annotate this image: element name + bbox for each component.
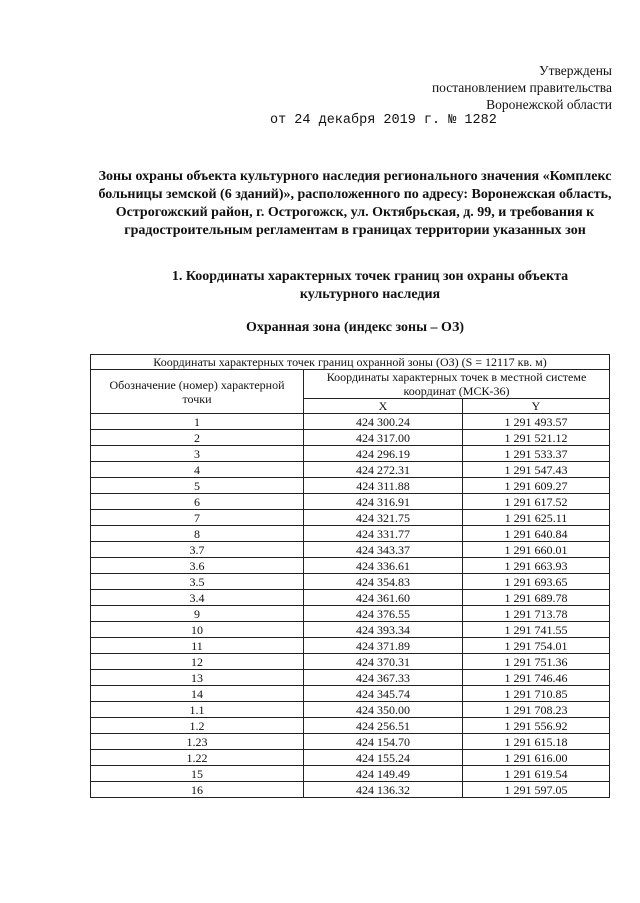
point-cell: 1 <box>91 414 304 430</box>
document-title: Зоны охраны объекта культурного наследия регионального значения «Комплекс больницы земской (6 зданий)», расположенного по адресу: Воронежская область, Острогожский район, г. Острогожск, ул. Октябрьская, д. 99, и требования к градостроительным регламентам в границах территории указанных зон <box>98 169 612 238</box>
y-cell: 1 291 609.27 <box>463 478 610 494</box>
table-row <box>91 526 610 542</box>
point-cell: 14 <box>91 686 304 702</box>
point-cell: 13 <box>91 670 304 686</box>
header-x: X <box>304 399 463 414</box>
y-cell: 1 291 713.78 <box>463 606 610 622</box>
table-row <box>91 750 610 766</box>
point-cell: 3.7 <box>91 542 304 558</box>
table-row <box>91 718 610 734</box>
x-cell: 424 371.89 <box>304 638 463 654</box>
table-row <box>91 590 610 606</box>
x-cell: 424 331.77 <box>304 526 463 542</box>
x-cell: 424 272.31 <box>304 462 463 478</box>
point-cell: 8 <box>91 526 304 542</box>
point-cell: 1.1 <box>91 702 304 718</box>
approval-line-1: Утверждены <box>539 63 612 78</box>
x-cell: 424 154.70 <box>304 734 463 750</box>
y-cell: 1 291 741.55 <box>463 622 610 638</box>
y-cell: 1 291 521.12 <box>463 430 610 446</box>
x-cell: 424 345.74 <box>304 686 463 702</box>
point-cell: 11 <box>91 638 304 654</box>
zone-title: Охранная зона (индекс зоны – ОЗ) <box>246 320 464 335</box>
x-cell: 424 300.24 <box>304 414 463 430</box>
y-cell: 1 291 660.01 <box>463 542 610 558</box>
y-cell: 1 291 754.01 <box>463 638 610 654</box>
x-cell: 424 350.00 <box>304 702 463 718</box>
y-cell: 1 291 746.46 <box>463 670 610 686</box>
x-cell: 424 370.31 <box>304 654 463 670</box>
point-cell: 1.2 <box>91 718 304 734</box>
x-cell: 424 311.88 <box>304 478 463 494</box>
table-caption: Координаты характерных точек границ охранной зоны (ОЗ) (S = 12117 кв. м) <box>91 355 610 370</box>
table-row <box>91 654 610 670</box>
x-cell: 424 336.61 <box>304 558 463 574</box>
header-point: Обозначение (номер) характерной точки <box>91 370 304 414</box>
point-cell: 16 <box>91 782 304 798</box>
table-row <box>91 430 610 446</box>
x-cell: 424 321.75 <box>304 510 463 526</box>
coordinates-table <box>90 354 610 798</box>
table-row <box>91 574 610 590</box>
x-cell: 424 354.83 <box>304 574 463 590</box>
y-cell: 1 291 640.84 <box>463 526 610 542</box>
table-row <box>91 414 610 430</box>
table-row <box>91 734 610 750</box>
x-cell: 424 393.34 <box>304 622 463 638</box>
approval-line-3: Воронежской области <box>486 97 612 112</box>
y-cell: 1 291 625.11 <box>463 510 610 526</box>
x-cell: 424 256.51 <box>304 718 463 734</box>
point-cell: 2 <box>91 430 304 446</box>
table-row <box>91 542 610 558</box>
table-row <box>91 478 610 494</box>
y-cell: 1 291 663.93 <box>463 558 610 574</box>
x-cell: 424 136.32 <box>304 782 463 798</box>
point-cell: 12 <box>91 654 304 670</box>
header-y: Y <box>463 399 610 414</box>
table-row <box>91 446 610 462</box>
x-cell: 424 361.60 <box>304 590 463 606</box>
y-cell: 1 291 619.54 <box>463 766 610 782</box>
point-cell: 5 <box>91 478 304 494</box>
y-cell: 1 291 597.05 <box>463 782 610 798</box>
point-cell: 3.5 <box>91 574 304 590</box>
x-cell: 424 376.55 <box>304 606 463 622</box>
approval-block <box>432 62 612 113</box>
table-row <box>91 494 610 510</box>
table-row <box>91 606 610 622</box>
y-cell: 1 291 615.18 <box>463 734 610 750</box>
table-row <box>91 638 610 654</box>
x-cell: 424 155.24 <box>304 750 463 766</box>
x-cell: 424 296.19 <box>304 446 463 462</box>
y-cell: 1 291 710.85 <box>463 686 610 702</box>
y-cell: 1 291 556.92 <box>463 718 610 734</box>
table-row <box>91 622 610 638</box>
point-cell: 1.23 <box>91 734 304 750</box>
point-cell: 15 <box>91 766 304 782</box>
table-row <box>91 670 610 686</box>
point-cell: 10 <box>91 622 304 638</box>
y-cell: 1 291 689.78 <box>463 590 610 606</box>
header-coords: Координаты характерных точек в местной системе координат (МСК-36) <box>304 370 610 399</box>
table-body <box>91 414 610 798</box>
y-cell: 1 291 751.36 <box>463 654 610 670</box>
point-cell: 7 <box>91 510 304 526</box>
x-cell: 424 317.00 <box>304 430 463 446</box>
y-cell: 1 291 547.43 <box>463 462 610 478</box>
point-cell: 4 <box>91 462 304 478</box>
table-row <box>91 702 610 718</box>
table-row <box>91 462 610 478</box>
table-row <box>91 510 610 526</box>
point-cell: 9 <box>91 606 304 622</box>
y-cell: 1 291 493.57 <box>463 414 610 430</box>
x-cell: 424 367.33 <box>304 670 463 686</box>
section-title: 1. Координаты характерных точек границ зон охраны объекта культурного наследия <box>171 269 569 302</box>
approval-line-2: постановлением правительства <box>431 80 612 95</box>
point-cell: 3 <box>91 446 304 462</box>
point-cell: 1.22 <box>91 750 304 766</box>
table-row <box>91 686 610 702</box>
y-cell: 1 291 693.65 <box>463 574 610 590</box>
point-cell: 3.4 <box>91 590 304 606</box>
y-cell: 1 291 708.23 <box>463 702 610 718</box>
x-cell: 424 343.37 <box>304 542 463 558</box>
table-row <box>91 766 610 782</box>
table-row <box>91 782 610 798</box>
table-row <box>91 558 610 574</box>
point-cell: 3.6 <box>91 558 304 574</box>
x-cell: 424 149.49 <box>304 766 463 782</box>
point-cell: 6 <box>91 494 304 510</box>
x-cell: 424 316.91 <box>304 494 463 510</box>
approval-date: от 24 декабря 2019 г. № 1282 <box>270 113 497 128</box>
y-cell: 1 291 617.52 <box>463 494 610 510</box>
y-cell: 1 291 533.37 <box>463 446 610 462</box>
y-cell: 1 291 616.00 <box>463 750 610 766</box>
